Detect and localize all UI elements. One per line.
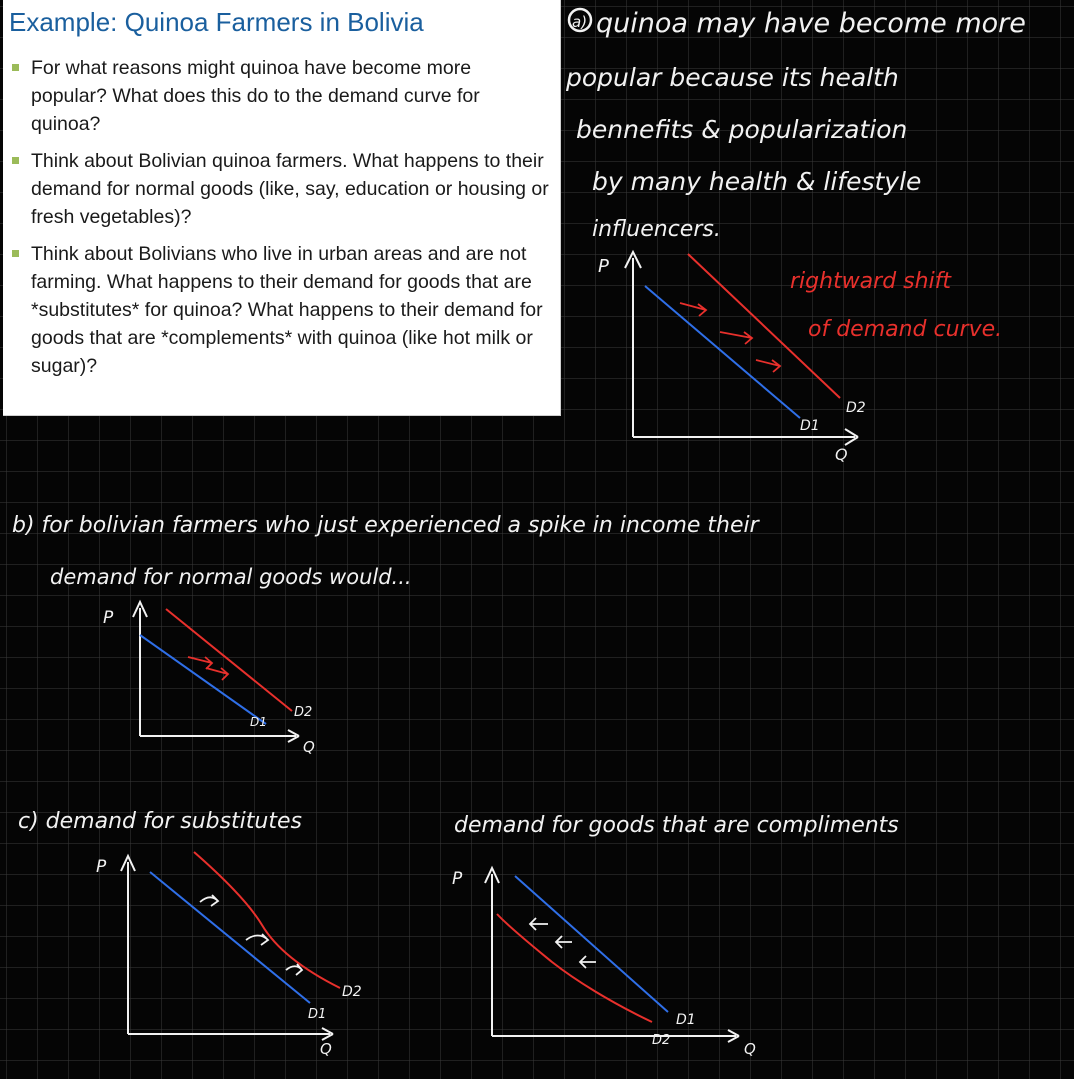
a-red-line-2: of demand curve. — [808, 317, 1003, 342]
answer-c2 — [454, 813, 899, 838]
graph-b-d1-label: D1 — [250, 715, 267, 729]
bullet-square-icon — [12, 157, 19, 164]
bullet-item — [9, 240, 552, 380]
graph-c-d1-label: D1 — [308, 1007, 327, 1022]
graph-c-d2-label: D2 — [342, 984, 362, 1000]
a-line-5: influencers. — [592, 217, 721, 242]
a-line-1: quinoa may have become more — [596, 8, 1026, 39]
graph-c-p-label: P — [96, 857, 107, 877]
graph-b-q-label: Q — [303, 738, 315, 756]
bullet-item — [9, 54, 552, 138]
answer-c — [18, 809, 302, 834]
bullet-square-icon — [12, 64, 19, 71]
a-line-3: bennefits & popularization — [576, 115, 908, 144]
graph-c2-d1-label: D1 — [676, 1012, 696, 1028]
a-red-line-1: rightward shift — [790, 269, 952, 294]
bullet-text: Think about Bolivian quinoa farmers. What happens to their demand for normal goods (like, say, education or housing or fresh vegetables)? — [31, 150, 549, 228]
bullet-square-icon — [12, 250, 19, 257]
graph-c2-q-label: Q — [744, 1040, 756, 1058]
graph-a-d1-label: D1 — [800, 418, 820, 434]
c2-heading: demand for goods that are compliments — [454, 813, 899, 838]
graph-b-d2-label: D2 — [294, 705, 313, 720]
graph-a-q-label: Q — [835, 445, 848, 464]
slide-title: Example: Quinoa Farmers in Bolivia — [9, 7, 424, 37]
graph-a-p-label: P — [598, 256, 609, 277]
slide-panel — [3, 0, 561, 416]
graph-b-p-label: P — [103, 608, 114, 628]
c-heading: c) demand for substitutes — [18, 809, 302, 834]
graph-c2-p-label: P — [452, 869, 463, 889]
graph-a-d2-label: D2 — [846, 400, 866, 416]
a-marker: a) — [572, 13, 588, 31]
b-line-1: b) for bolivian farmers who just experienced a spike in income their — [12, 513, 759, 538]
a-line-4: by many health & lifestyle — [592, 167, 922, 196]
graph-c2-d2-label: D2 — [652, 1033, 671, 1048]
b-line-2: demand for normal goods would... — [50, 565, 412, 589]
slide-bullets — [9, 54, 552, 380]
graph-c-q-label: Q — [320, 1040, 332, 1058]
bullet-text: For what reasons might quinoa have become more popular? What does this do to the demand curve for quinoa? — [31, 57, 480, 135]
bullet-text: Think about Bolivians who live in urban areas and are not farming. What happens to their demand for goods that are *substitutes* for quinoa? What happens to their demand for goods that are *complements* with quinoa (like hot milk or sugar)? — [31, 243, 543, 377]
bullet-item — [9, 147, 552, 231]
a-line-2: popular because its health — [566, 63, 899, 92]
